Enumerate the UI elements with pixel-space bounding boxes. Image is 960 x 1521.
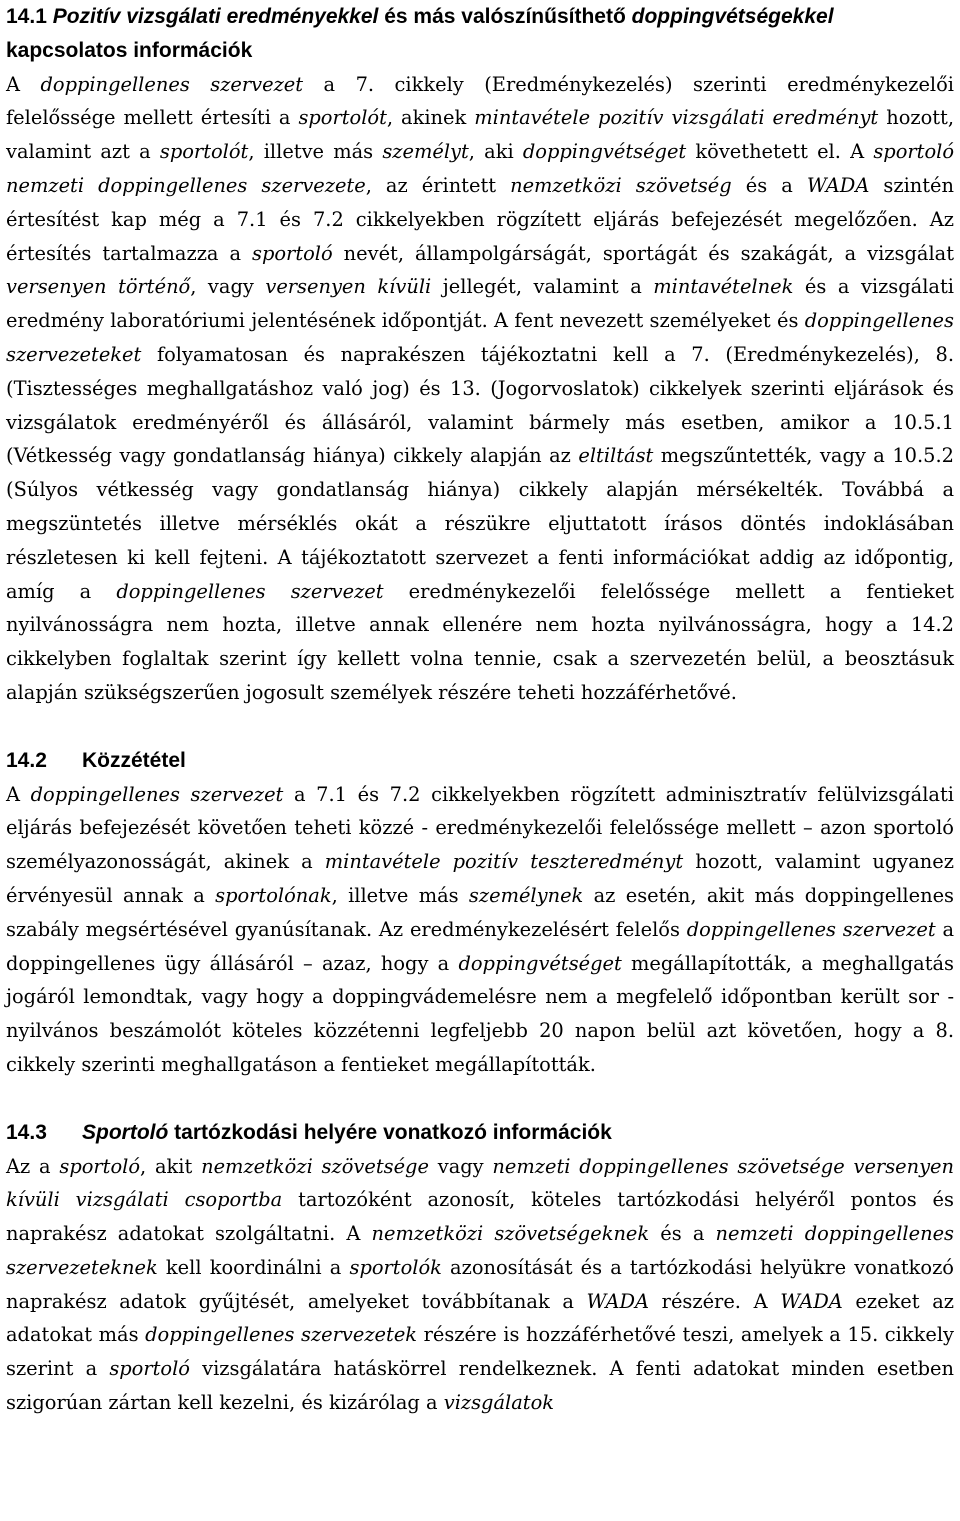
- section-heading-14-2: [6, 744, 954, 778]
- italic-term: nemzeti doppingellenes szövetsége versenyen kívüli vizsgálati csoportba: [6, 1154, 955, 1212]
- italic-term: eltiltást: [578, 444, 654, 468]
- text-run: vagy: [428, 1154, 493, 1178]
- text-run: részére. A: [649, 1289, 781, 1313]
- italic-term: doppingellenes szervezet: [116, 579, 384, 603]
- text-run: követhetett el. A: [686, 140, 874, 164]
- section-body-14-3: [6, 1150, 954, 1420]
- text-run: A: [6, 72, 41, 96]
- text-run: és a: [731, 173, 807, 197]
- section-heading-14-1: [6, 0, 954, 68]
- section-number: 14.1: [6, 5, 47, 28]
- text-run: és a vizsgálati eredmény laboratóriumi jelentésének időpontját. A fent nevezett személyeket és: [6, 275, 954, 333]
- italic-term: doppingellenes szervezetek: [145, 1323, 418, 1347]
- italic-term: nemzetközi szövetségeknek: [371, 1222, 650, 1246]
- text-run: az esetén, akit más doppingellenes szabály megsértésével gyanúsítanak. Az eredménykezelésért felelős: [6, 883, 955, 941]
- text-run: vizsgálatára hatáskörrel rendelkeznek. A fenti adatokat minden esetben szigorúan zártan kell kezelni, és kizárólag a: [6, 1357, 954, 1415]
- italic-term: Sportoló: [82, 1120, 169, 1144]
- text-run: szintén értesítést kap még a 7.1 és 7.2 cikkelyekben rögzített eljárás befejezését megelőzően. Az értesítés tartalmazza a: [6, 173, 955, 265]
- text-run: eredménykezelői felelőssége mellett a fentieket nyilvánosságra nem hozta, illetve annak ellenére nem hozta nyilvánosságra, hogy a 14.2 cikkelyben foglaltak szerint így kellett volna tennie, csak a szervezetén belül, a beosztásuk alapján szükségszerűen jogosult személyek részére teheti hozzáférhetővé.: [6, 579, 955, 704]
- text-run: , illetve más: [248, 140, 383, 164]
- italic-term: mintavétele pozitív teszteredményt: [324, 850, 684, 874]
- text-run: tartozóként azonosít, köteles tartózkodási helyéről pontos és naprakész adatokat szolgáltatni. A: [6, 1188, 954, 1246]
- text-run: részére is hozzáférhetővé teszi, amelyek a 15. cikkely szerint a: [6, 1323, 954, 1381]
- text-run: nevét, állampolgárságát, sportágát és szakágát, a vizsgálat: [332, 241, 955, 265]
- italic-term: versenyen kívüli: [265, 275, 432, 299]
- text-run: Az a: [6, 1154, 60, 1178]
- text-run: hozott, valamint azt a: [6, 106, 955, 164]
- text-run: kell koordinálni a: [157, 1255, 350, 1279]
- italic-term: sportoló: [252, 241, 333, 265]
- text-run: folyamatosan és naprakészen tájékoztatni kell a 7. (Eredménykezelés), 8. (Tisztességes meghallgatáshoz való jog) és 13. (Jogorvoslatok) cikkelyek szerinti eljárások és vizsgálatok eredményéről és állásáról, valamint bármely más esetben, amikor a 10.5.1 (Vétkesség vagy gondatlanság hiánya) cikkely alapján az: [6, 342, 954, 468]
- section-spacer: [6, 1082, 954, 1116]
- text-run: azonosítását és a tartózkodási helyükre vonatkozó naprakész adatok gyűjtését, amelyeket továbbítanak a: [6, 1255, 954, 1313]
- italic-term: vizsgálatok: [443, 1391, 555, 1415]
- section-heading-14-3: [6, 1116, 954, 1150]
- text-run: , aki: [468, 140, 523, 164]
- italic-term: sportolót: [159, 140, 249, 164]
- italic-term: sportolónak: [215, 883, 332, 907]
- italic-term: doppingvétséget: [458, 951, 622, 975]
- italic-term: versenyen történő: [6, 275, 191, 299]
- text-run: és más valószínűsíthető: [378, 5, 632, 28]
- italic-term: doppingellenes szervezet: [686, 917, 936, 941]
- text-run: tartózkodási helyére vonatkozó információk: [168, 1120, 612, 1144]
- italic-term: nemzeti doppingellenes szervezeteknek: [6, 1222, 954, 1279]
- text-run: , akit: [140, 1154, 202, 1178]
- italic-term: doppingvétségekkel: [631, 5, 834, 28]
- section-title: [6, 5, 834, 62]
- text-run: jellegét, valamint a: [431, 275, 654, 299]
- italic-term: személynek: [468, 883, 584, 907]
- section-spacer: [6, 710, 954, 744]
- italic-term: nemzetközi szövetsége: [201, 1154, 429, 1178]
- text-run: ezeket az adatokat más: [6, 1289, 954, 1347]
- text-run: megszűntették, vagy a 10.5.2 (Súlyos vétkesség vagy gondatlanság hiánya) cikkely alapján mérsékelték. Továbbá a megszüntetés illetve mérséklés okát a részükre eljuttatott írásos döntés indoklásában részletesen ki kell fejteni. A tájékoztatott szervezet a fenti információkat addig az időpontig, amíg a: [6, 444, 954, 603]
- text-run: és a: [649, 1222, 716, 1246]
- section-body-14-1: [6, 68, 954, 710]
- italic-term: doppingellenes szervezeteket: [6, 309, 954, 366]
- section-number: 14.2: [6, 748, 47, 772]
- text-run: a doppingellenes ügy állásáról – azaz, hogy a: [6, 917, 954, 975]
- italic-term: sportoló: [109, 1357, 190, 1381]
- text-run: hozott, valamint ugyanez érvényesül annak a: [6, 850, 954, 907]
- italic-term: nemzetközi szövetség: [510, 173, 732, 197]
- italic-term: személyt: [382, 140, 469, 164]
- text-run: , akinek: [386, 106, 475, 130]
- italic-term: doppingvétséget: [522, 140, 687, 164]
- text-run: kapcsolatos információk: [6, 38, 253, 62]
- italic-term: WADA: [586, 1289, 650, 1313]
- italic-term: Pozitív vizsgálati eredményekkel: [52, 5, 379, 28]
- text-run: a 7. cikkely (Eredménykezelés) szerinti eredménykezelői felelőssége mellett értesíti a: [6, 72, 954, 130]
- italic-term: mintavételnek: [653, 275, 794, 299]
- text-run: , az érintett: [365, 173, 511, 197]
- text-run: a 7.1 és 7.2 cikkelyekben rögzített adminisztratív felülvizsgálati eljárás befejezését követően teheti közzé - eredménykezelői felelőssége mellett – azon sportoló személyazonosságát, akinek a: [6, 782, 954, 874]
- italic-term: sportoló nemzeti doppingellenes szervezete: [6, 140, 954, 197]
- section-body-14-2: [6, 778, 954, 1082]
- italic-term: sportolót: [298, 106, 387, 130]
- italic-term: WADA: [780, 1289, 843, 1313]
- italic-term: WADA: [806, 173, 870, 197]
- italic-term: sportoló: [59, 1154, 141, 1178]
- text-run: , vagy: [190, 275, 266, 299]
- document-page: [6, 0, 954, 1420]
- section-title: [82, 1121, 612, 1144]
- text-run: megállapították, a meghallgatás jogáról lemondtak, vagy hogy a doppingvádemelésre nem a megfelelő időpontban került sor - nyilvános beszámolót köteles közzétenni legfeljebb 20 napon belül azt követően, hogy a 8. cikkely szerinti meghallgatáson a fentieket megállapították.: [6, 951, 954, 1076]
- italic-term: doppingellenes szervezet: [40, 72, 304, 96]
- text-run: , illetve más: [331, 883, 469, 907]
- italic-term: mintavétele pozitív vizsgálati eredményt: [474, 106, 879, 130]
- section-number: 14.3: [6, 1120, 47, 1144]
- italic-term: doppingellenes szervezet: [30, 782, 284, 806]
- text-run: A: [6, 782, 31, 806]
- text-run: Közzététel: [82, 748, 186, 772]
- italic-term: sportolók: [349, 1255, 442, 1279]
- section-title: [82, 749, 186, 772]
